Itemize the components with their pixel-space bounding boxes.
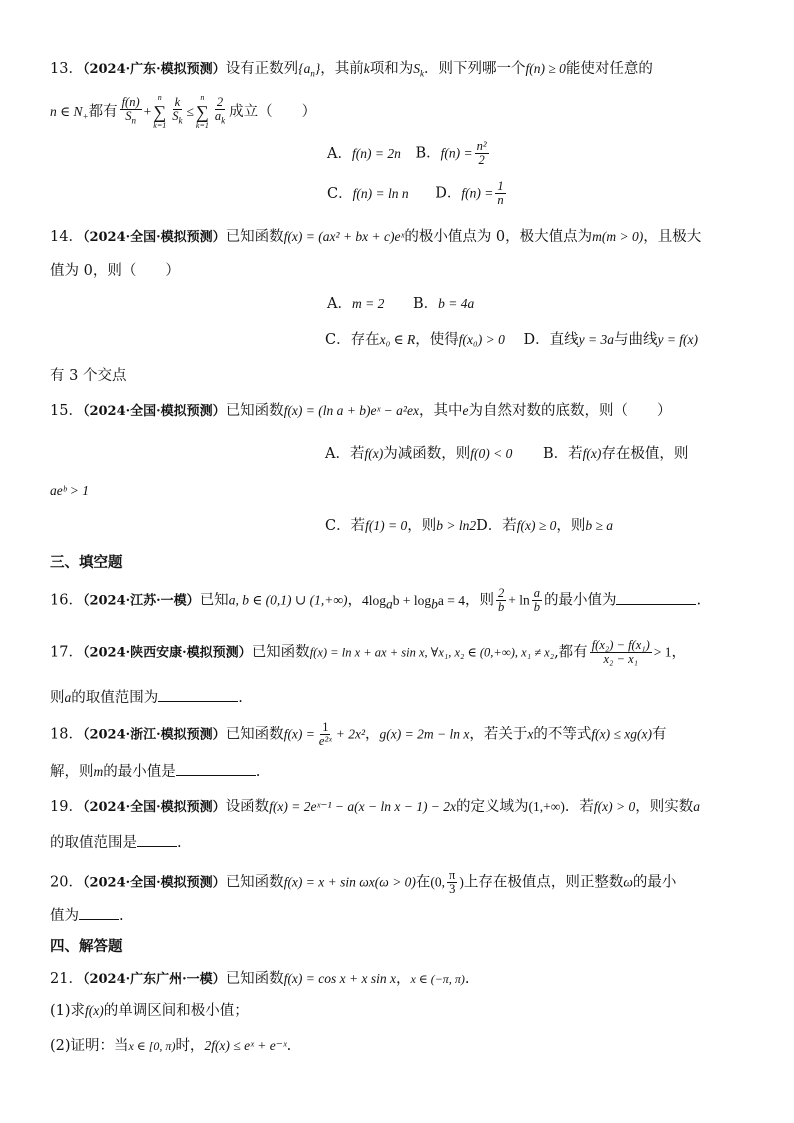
text: ．则下列哪一个 [424,61,526,77]
option-b[interactable] [543,442,688,466]
text: ， [396,971,411,987]
math: (0, [430,874,446,890]
text: 若 [568,446,583,462]
numerator: π [449,868,456,882]
q13-line2 [50,93,746,131]
math: k [363,61,370,76]
math: m = 2 [351,296,385,311]
text: . [177,835,182,851]
option-label: C． [325,332,351,348]
option-label: A． [327,145,352,162]
math: f(x) [85,1003,104,1018]
math: b ≥ a [585,518,614,533]
text: 证明：当 [70,1038,129,1054]
fraction [496,587,506,614]
math: x₀ ∈ R [379,332,416,347]
q19-line2 [50,831,746,855]
text: 的不等式 [533,726,592,743]
question-number: 20． [50,874,83,891]
text: 能使对任意的 [565,61,653,77]
text: 直线 [549,332,579,348]
math: f(x) = cos x + x sin x [283,971,396,986]
math: aeᵇ > 1 [50,483,89,498]
math: f(x) > 0 [593,799,636,814]
question-number: 16． [50,592,83,609]
math-sub: b [431,596,438,612]
math: + ln [508,592,530,608]
text: 设有正数列 [225,61,299,77]
math: a, b ∈ (0,1) ∪ (1,+∞) [228,592,348,608]
text: 值为 [50,908,79,924]
q15-line1 [50,399,746,424]
numerator: 2 [497,586,505,600]
answer-blank[interactable] [79,905,119,920]
math-text: 4log [361,592,386,608]
option-b[interactable] [415,140,490,167]
text: ，则 [407,518,437,534]
text: 存在极值，则 [601,446,689,462]
math: f(x) = (ln a + b)eˣ − a²ex [283,403,419,418]
math: y = f(x) [657,332,699,347]
fraction [590,639,652,666]
numerator: 1 [497,179,504,193]
text: 的极小值点为 0，极大值点为 [404,229,593,245]
question-number: 14． [50,229,83,245]
math: f(n) = [440,145,473,161]
text: 为减函数，则 [383,446,471,462]
text: 有 [651,726,667,743]
text: 已知函数 [225,971,284,987]
text: ，使得 [415,332,459,348]
text: 已知函数 [225,726,284,743]
math: y = 3a [578,332,614,347]
math: f(x) = (ax² + bx + c)eˣ [283,229,405,244]
math: f(x) ≤ xg(x) [591,726,652,742]
q14-line2 [50,259,746,283]
sum-bottom: k=1 [195,121,209,130]
text: ，若关于 [469,726,528,743]
text: 已知函数 [251,644,310,661]
option-label: B． [542,446,569,462]
q14-line1 [50,225,746,250]
numerator: 1 [322,720,329,734]
text: 已知函数 [225,403,284,419]
sum-sigma: ∑ [153,102,167,122]
text: ．若 [564,799,594,815]
text: 时， [175,1038,205,1054]
question-source: （2024·陕西安康·模拟预测） [82,645,252,661]
numerator: k [174,95,181,110]
math-sub: n [310,68,315,79]
option-label: A． [327,296,352,312]
math [413,61,424,79]
option-label: D． [476,518,503,534]
denominator: b [497,600,505,614]
math: x ∈ [0, π) [128,1039,176,1053]
q19-line1 [50,795,746,820]
text: 的最小值为 [543,592,617,609]
question-source: （2024·全国·模拟预测） [82,875,226,891]
text: ，其中 [418,403,463,419]
q20-line2 [50,904,746,928]
math: a [693,799,700,814]
math: f(x) = x + sin ωx(ω > 0) [283,874,416,890]
math: f(x) ≥ 0 [516,518,557,533]
part-label: (1) [50,1003,71,1019]
option-c[interactable] [325,328,505,352]
text: 解，则 [50,764,94,780]
numerator: f(x₂) − f(x₁) [591,638,650,652]
math: ≤ [186,104,194,119]
math: f(0) < 0 [470,446,513,461]
math-sub: + [82,111,89,122]
question-source: （2024·广东广州·一模） [82,972,226,987]
q13-options-cd [327,180,746,207]
denominator: 3 [449,882,456,896]
math: x ∈ (−π, π) [410,972,465,986]
text: ， [347,592,362,609]
math: + [143,104,152,119]
option-b[interactable] [413,292,474,316]
question-number: 18． [50,726,83,743]
q21-part1 [50,999,746,1023]
q18-line1 [50,721,746,748]
math-sub: k [221,115,226,126]
fraction [532,587,542,614]
text: 的最小值是 [103,764,176,780]
math-text: a = 4 [437,592,465,608]
text: ， [365,726,380,743]
text: . [464,971,470,987]
text: 上存在极值点，则正整数 [463,874,624,891]
math: f(n) = ln n [352,185,409,201]
math: m(m > 0) [592,229,644,244]
q21-part2 [50,1034,746,1058]
math-sub: a [385,596,393,612]
denominator: e²ˣ [318,734,332,748]
text: 则 [50,690,65,706]
answer-blank[interactable] [616,590,696,605]
text: 在 [415,874,431,891]
text: 为自然对数的底数，则（ ） [468,403,672,419]
option-d[interactable] [435,180,507,207]
q15-options-ab [325,442,746,466]
text: 若 [502,518,517,534]
text: 的取值范围为 [71,690,159,706]
question-number: 17． [50,644,83,661]
math-text: S [172,109,179,124]
question-number: 21． [50,971,83,987]
math: f(x) [364,446,384,461]
denominator [123,110,138,128]
math: + 2x² [335,726,366,742]
text: ，则实数 [635,799,694,815]
option-d[interactable] [523,328,698,352]
question-number: 15． [50,403,83,419]
sum-top: n [157,93,162,102]
math: b = 4a [438,296,475,311]
text: 已知函数 [225,874,284,891]
text: 成立（ ） [229,104,317,120]
math [50,104,89,122]
answer-blank[interactable] [176,761,256,776]
text: ， [671,644,687,661]
sum-sigma: ∑ [195,102,209,122]
math [361,592,465,612]
q14-options-ab [327,292,746,316]
math: f(x) [582,446,602,461]
text: 若 [350,518,366,534]
section-heading-answer: 四、解答题 [50,938,123,955]
text: 的取值范围是 [50,835,137,851]
fraction [213,96,227,128]
question-number: 13． [50,61,83,77]
text: . [696,592,702,609]
numerator: f(n) [121,95,140,110]
answer-blank[interactable] [158,687,238,702]
text: . [119,908,124,924]
part-label: (2) [50,1038,71,1054]
q14-options-cd [325,328,746,352]
math: f(n) = [461,185,494,201]
option-label: C． [325,518,351,534]
fraction [495,180,505,207]
option-a[interactable] [325,442,512,466]
q17-line2 [50,686,746,710]
sum-symbol [153,93,166,131]
math: g(x) = 2m − ln x [379,726,470,742]
text: 有 3 个交点 [50,368,127,384]
option-label: B． [412,296,439,312]
math: f(n) ≥ 0 [525,61,566,76]
numerator: a [533,586,540,600]
math: e [462,403,469,418]
option-c[interactable] [327,182,409,206]
math: (1,+∞) [528,799,565,814]
text: ，且极大 [643,229,702,245]
text: 设函数 [225,799,270,815]
math: f(x) = 2eˣ⁻¹ − a(x − ln x − 1) − 2x [269,799,457,814]
option-a[interactable] [327,292,384,316]
denominator [170,110,184,128]
option-label: C． [327,185,353,202]
option-a[interactable] [327,142,401,166]
numerator: n² [476,139,487,153]
fraction [120,96,142,128]
question-source: （2024·全国·模拟预测） [82,230,226,245]
q17-line1 [50,639,746,666]
math-text: S [125,109,132,124]
text: ，其前 [320,61,364,77]
q18-line2 [50,760,746,784]
q16-line1 [50,587,746,616]
text: 求 [70,1003,86,1019]
denominator: b [533,600,540,614]
q14-option-d-wrap [50,364,746,388]
math: ω [623,874,633,890]
text: ，则 [464,592,494,609]
math-text: S [413,61,420,76]
math-text: {a [298,61,311,76]
numerator: 2 [216,95,224,110]
math: f(x) = [283,726,315,742]
sum-top: n [200,93,205,102]
q13-options-ab [327,140,746,167]
q13-line1 [50,57,746,86]
denominator [213,110,227,128]
text: 值为 0，则（ ） [50,263,180,279]
denominator: 2 [478,153,485,167]
text: 的最小 [632,874,677,891]
text: ,都有 [554,644,588,661]
math-text: a [214,109,222,124]
answer-blank[interactable] [137,832,177,847]
option-label: A． [325,446,350,462]
option-d[interactable] [476,514,613,538]
fraction [317,721,334,748]
text: . [238,690,243,706]
math: f(n) = 2n [351,145,401,161]
text: . [286,1038,292,1054]
math [298,61,321,79]
option-label: D． [435,185,462,202]
question-source: （2024·江苏·一模） [82,593,200,609]
math: f(x) = ln x + ax + sin x, ∀x₁, x₂ ∈ (0,+∞), x₁ ≠ x₂ [309,645,555,660]
math: b > ln2 [436,518,477,533]
math: f(1) = 0 [365,518,408,533]
fraction [170,96,184,128]
option-c[interactable] [325,514,476,538]
q15-option-b-wrap [50,479,746,503]
text: ，则 [556,518,586,534]
math-sub: n [131,115,136,126]
q15-options-cd [325,514,746,538]
math-text: n ∈ N [50,104,83,119]
q20-line1 [50,869,746,896]
text: 已知函数 [225,229,284,245]
option-label: B． [415,145,441,162]
section-heading-fill-blank: 三、填空题 [50,554,123,571]
question-source: （2024·广东·模拟预测） [82,62,226,77]
math-text: } [314,61,321,76]
option-label: D． [523,332,550,348]
math: f(x₀) > 0 [458,332,505,347]
math: m [93,764,104,779]
text: 已知 [199,592,229,609]
text: 存在 [350,332,380,348]
math-sub: k [420,68,424,79]
question-source: （2024·全国·模拟预测） [82,800,226,815]
math-sub: k [178,115,183,126]
math: 2f(x) ≤ eˣ + e⁻ˣ [204,1038,287,1053]
math: x [527,726,534,742]
text: 与曲线 [613,332,658,348]
math: a [64,690,72,705]
denominator: n [497,193,504,207]
sum-symbol [196,93,209,131]
question-source: （2024·浙江·模拟预测） [82,727,226,743]
fraction [475,140,489,167]
question-source: （2024·全国·模拟预测） [82,404,226,419]
text: 的单调区间和极小值； [103,1003,249,1019]
fraction [447,869,457,896]
text: 的定义域为 [456,799,529,815]
sum-bottom: k=1 [153,121,167,130]
math: ) [459,874,464,890]
text: . [255,764,261,780]
denominator: x₂ − x₁ [603,652,638,666]
math-text: b + log [392,592,432,608]
text: 都有 [88,104,118,120]
math: > 1 [653,644,672,660]
question-number: 19． [50,799,83,815]
text: 项和为 [369,61,414,77]
text: 若 [349,446,365,462]
q21-line1 [50,967,746,992]
